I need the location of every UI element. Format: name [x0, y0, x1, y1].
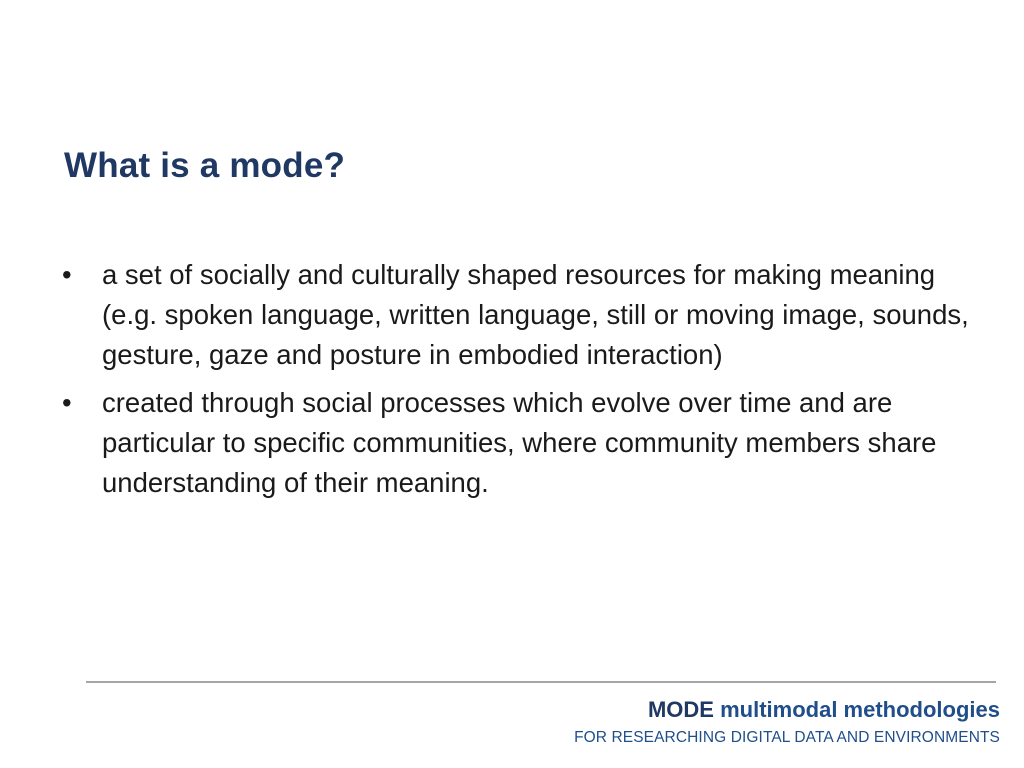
footer-brand	[648, 697, 1000, 723]
bullet-item	[62, 255, 972, 375]
bullet-icon: •	[62, 259, 72, 290]
bullet-list	[62, 255, 972, 511]
slide-title: What is a mode?	[64, 146, 346, 185]
bullet-text: a set of socially and culturally shaped resources for making meaning (e.g. spoken language, written language, still or moving image, sounds, gesture, gaze and posture in embodied interaction)	[102, 259, 969, 370]
brand-acronym: MODE	[647, 697, 714, 722]
brand-name: multimodal methodologies	[720, 697, 1000, 722]
bullet-item	[62, 383, 972, 503]
bullet-text: created through social processes which evolve over time and are particular to specific communities, where community members share understanding of their meaning.	[102, 387, 937, 498]
footer-tagline: FOR RESEARCHING DIGITAL DATA AND ENVIRONMENTS	[574, 729, 1000, 746]
footer-divider	[86, 681, 996, 683]
bullet-icon: •	[62, 387, 72, 418]
